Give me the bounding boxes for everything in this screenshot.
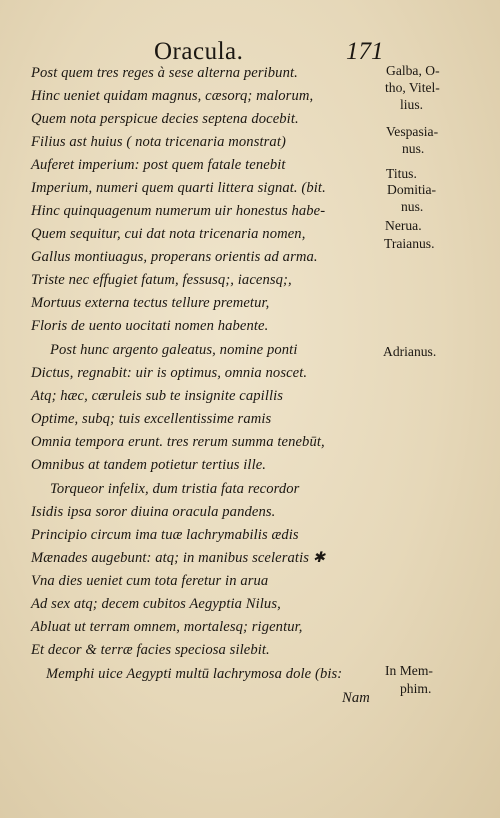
verse-line: Optime, subq; tuis excellentissime ramis [31, 411, 272, 427]
verse-line: Quem nota perspicue decies septena docebit. [31, 111, 299, 127]
verse-line: Abluat ut terram omnem, mortalesq; rigentur, [31, 619, 303, 635]
verse-line: Triste nec effugiet fatum, fessusq;, iacensq;, [31, 272, 292, 288]
margin-note: nus. [401, 199, 424, 214]
verse-line: Principio circum ima tuæ lachrymabilis ædis [31, 527, 299, 543]
verse-line: Torqueor infelix, dum tristia fata recordor [50, 481, 300, 497]
margin-note: nus. [402, 141, 425, 156]
margin-note: Galba, O- [386, 63, 440, 78]
verse-line: Post hunc argento galeatus, nomine ponti [50, 342, 298, 358]
verse-line: Dictus, regnabit: uir is optimus, omnia noscet. [31, 365, 308, 381]
verse-line: Atq; hæc, cæruleis sub te insignite capillis [31, 388, 284, 404]
verse-line: Ad sex atq; decem cubitos Aegyptia Nilus, [31, 596, 281, 612]
margin-note: Domitia- [387, 182, 437, 197]
verse-line: Hinc quinquagenum numerum uir honestus habe- [31, 203, 326, 219]
margin-note: lius. [400, 97, 424, 112]
margin-note: Vespasia- [386, 124, 439, 139]
verse-line: Imperium, numeri quem quarti littera signat. (bit. [31, 180, 326, 196]
verse-line: Post quem tres reges à sese alterna peribunt. [31, 65, 298, 81]
verse-line: Quem sequitur, cui dat nota tricenaria nomen, [31, 226, 306, 242]
running-title: Oracula. [154, 38, 244, 65]
catchword: Nam [342, 690, 370, 706]
margin-note: Traianus. [384, 236, 435, 251]
verse-line: Mænades augebunt: atq; in manibus sceleratis ✱ [31, 550, 326, 566]
margin-note: Titus. [386, 166, 417, 181]
verse-line: Floris de uento uocitati nomen habente. [31, 318, 269, 334]
verse-line: Vna dies ueniet cum tota feretur in arua [31, 573, 269, 589]
verse-line: Auferet imperium: post quem fatale tenebit [31, 157, 286, 173]
verse-line: Mortuus externa tectus tellure premetur, [31, 295, 270, 311]
verse-line: Isidis ipsa soror diuina oracula pandens. [31, 504, 276, 520]
margin-note: In Mem- [385, 663, 433, 678]
margin-note: Nerua. [385, 218, 422, 233]
page-number: 171 [346, 38, 384, 65]
verse-line: Filius ast huius ( nota tricenaria monstrat) [31, 134, 286, 150]
verse-line: Et decor & terræ facies speciosa silebit. [31, 642, 270, 658]
verse-line: Omnibus at tandem potietur tertius ille. [31, 457, 267, 473]
margin-note: phim. [400, 681, 432, 696]
verse-line: Gallus montiuagus, properans orientis ad arma. [31, 249, 318, 265]
verse-line: Hinc ueniet quidam magnus, cæsorq; malorum, [31, 88, 314, 104]
margin-note: tho, Vitel- [385, 80, 440, 95]
margin-note: Adrianus. [383, 344, 437, 359]
verse-line: Omnia tempora erunt. tres rerum summa tenebūt, [31, 434, 325, 450]
verse-line: Memphi uice Aegypti multū lachrymosa dole (bis: [46, 666, 343, 682]
